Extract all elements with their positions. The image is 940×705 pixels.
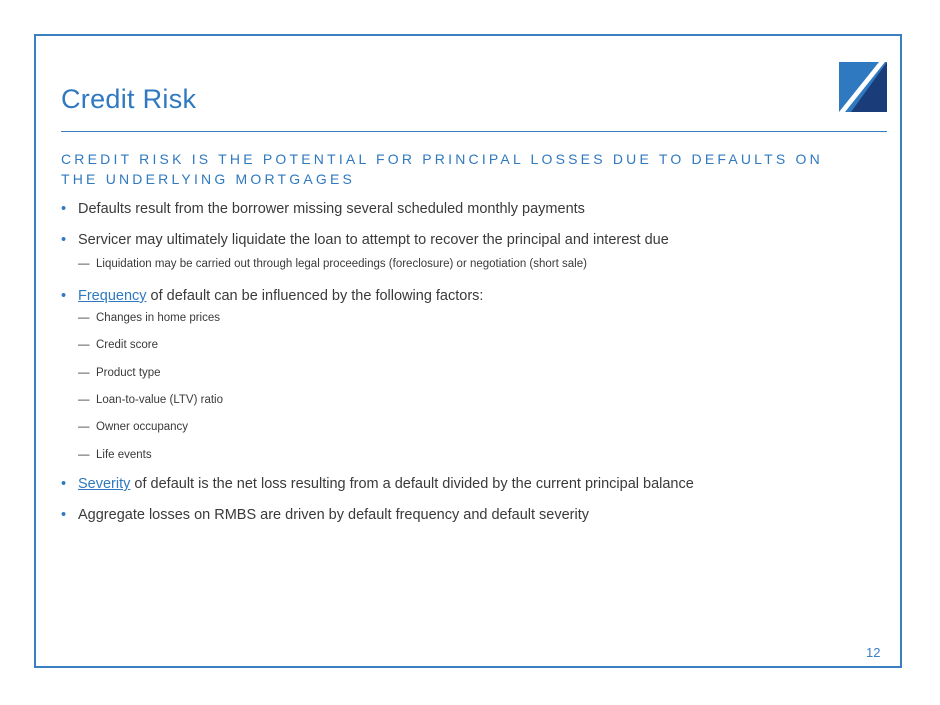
slide-title: Credit Risk bbox=[61, 84, 197, 114]
sub-bullet-item: — Loan-to-value (LTV) ratio bbox=[78, 394, 223, 406]
severity-term: Severity bbox=[78, 476, 131, 492]
slide-subtitle: CREDIT RISK IS THE POTENTIAL FOR PRINCIPAL LOSSES DUE TO DEFAULTS ON THE UNDERLYING MORTGAGES bbox=[61, 151, 823, 187]
bullet-marker: • bbox=[61, 288, 67, 304]
dash-marker: — bbox=[78, 449, 90, 461]
dash-marker: — bbox=[78, 367, 90, 379]
sub-bullet-item: — Changes in home prices bbox=[78, 312, 221, 324]
bullet-item: • Defaults result from the borrower missing several scheduled monthly payments bbox=[61, 201, 585, 217]
bullet-marker: • bbox=[61, 232, 67, 248]
bullet-item: • Aggregate losses on RMBS are driven by default frequency and default severity bbox=[61, 507, 590, 523]
bullet-marker: • bbox=[61, 476, 67, 492]
dash-marker: — bbox=[78, 339, 90, 351]
page-number: 12 bbox=[866, 645, 881, 660]
sub-bullet-item: — Product type bbox=[78, 367, 161, 379]
bullet-item: • Frequency of default can be influenced by the following factors: bbox=[61, 288, 484, 304]
dash-marker: — bbox=[78, 258, 90, 270]
bullet-item: • Severity of default is the net loss resulting from a default divided by the current principal balance bbox=[61, 476, 694, 492]
sub-bullet-item: — Owner occupancy bbox=[78, 421, 189, 433]
company-logo bbox=[839, 62, 887, 112]
dash-marker: — bbox=[78, 421, 90, 433]
sub-bullet-item: — Life events bbox=[78, 449, 152, 461]
slide-frame bbox=[34, 34, 902, 668]
dash-marker: — bbox=[78, 394, 90, 406]
bullet-marker: • bbox=[61, 507, 67, 523]
bullet-marker: • bbox=[61, 201, 67, 217]
title-divider bbox=[61, 131, 887, 132]
bullet-item: • Servicer may ultimately liquidate the loan to attempt to recover the principal and interest due bbox=[61, 232, 669, 248]
frequency-term: Frequency bbox=[78, 288, 147, 304]
dash-marker: — bbox=[78, 312, 90, 324]
sub-bullet-item: — Liquidation may be carried out through legal proceedings (foreclosure) or negotiation (short sale) bbox=[78, 258, 587, 270]
sub-bullet-item: — Credit score bbox=[78, 339, 158, 351]
